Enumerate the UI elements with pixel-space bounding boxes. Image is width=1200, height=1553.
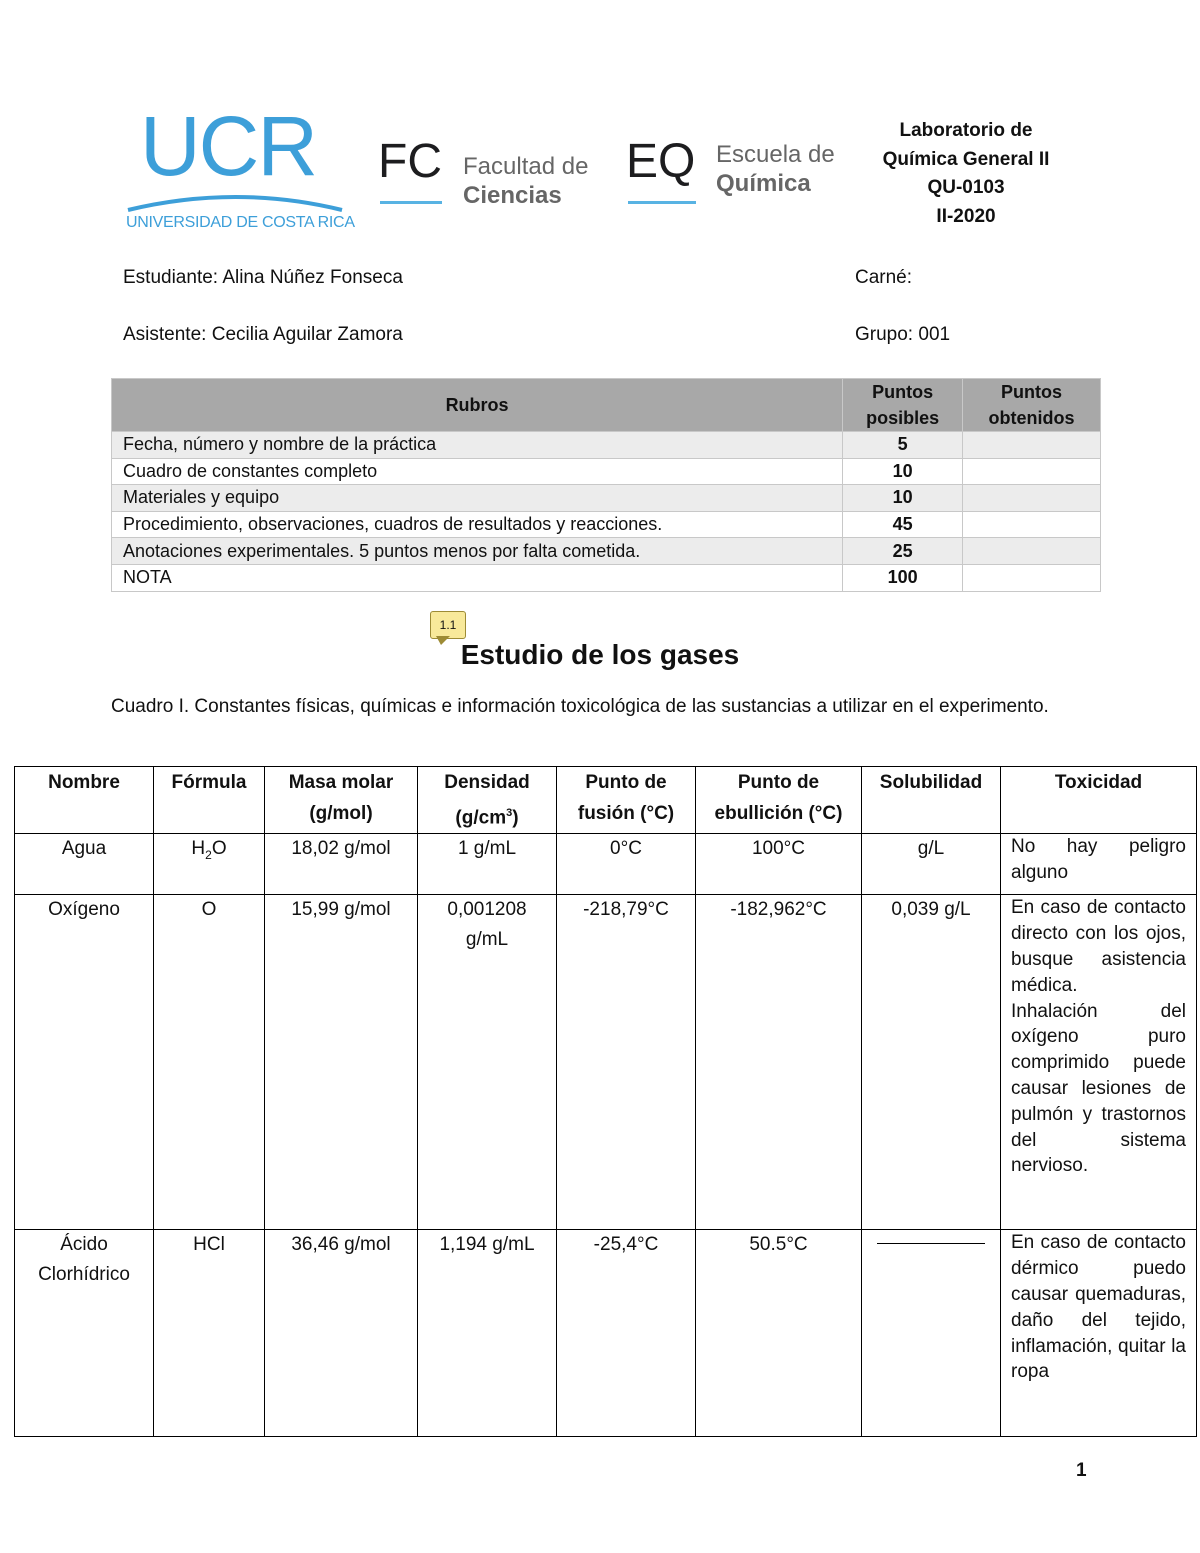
header-solubilidad: Solubilidad — [862, 767, 1001, 834]
header-masa-1: Masa molar — [288, 772, 394, 793]
header-masa-2: (g/mol) — [309, 803, 373, 824]
header-masa — [265, 767, 418, 834]
header-densidad-1: Densidad — [444, 772, 530, 793]
rubric-table — [111, 378, 1101, 592]
rubric-row — [112, 538, 1101, 565]
rubric-header-obtained-2: obtenidos — [988, 408, 1075, 428]
student-name: Alina Núñez Fonseca — [222, 267, 403, 288]
cell-fusion: -218,79°C — [557, 895, 696, 1230]
rubric-obtained-cell[interactable] — [963, 458, 1101, 485]
cell-toxicidad: No hay peligro alguno — [1001, 834, 1197, 895]
rubric-obtained-cell[interactable] — [963, 432, 1101, 459]
rubric-row — [112, 458, 1101, 485]
table-caption: Cuadro I. Constantes físicas, químicas e información toxicológica de las sustancias a utilizar en el experimento. — [111, 696, 1049, 717]
rubric-header-possible-2: posibles — [866, 408, 940, 428]
cell-solubilidad: g/L — [862, 834, 1001, 895]
term: II-2020 — [936, 205, 996, 227]
rubric-points: 5 — [843, 432, 963, 459]
table-header-row — [15, 767, 1197, 834]
rubric-obtained-cell[interactable] — [963, 564, 1101, 591]
rubric-points: 10 — [843, 485, 963, 512]
eq-logo-line1: Escuela de — [716, 141, 835, 168]
rubric-item: Procedimiento, observaciones, cuadros de resultados y reacciones. — [112, 511, 843, 538]
fc-logo-underline — [380, 201, 442, 204]
cell-fusion: 0°C — [557, 834, 696, 895]
rubric-row-total — [112, 564, 1101, 591]
rubric-item: Anotaciones experimentales. 5 puntos menos por falta cometida. — [112, 538, 843, 565]
comment-icon[interactable]: 1.1 — [430, 611, 466, 639]
assistant-line — [123, 324, 403, 346]
cell-formula: O — [154, 895, 265, 1230]
group-label: Grupo: — [855, 324, 914, 345]
rubric-item: Materiales y equipo — [112, 485, 843, 512]
eq-logo-underline — [628, 201, 696, 204]
table-row-agua — [15, 834, 1197, 895]
group-value: 001 — [918, 324, 951, 345]
header-nombre: Nombre — [15, 767, 154, 834]
header-fusion-1: Punto de — [585, 772, 667, 793]
ucr-logo-text: UCR — [140, 99, 316, 193]
rubric-points: 25 — [843, 538, 963, 565]
cell-formula — [154, 834, 265, 895]
table-row-hcl — [15, 1230, 1197, 1437]
rubric-row — [112, 432, 1101, 459]
ucr-logo-name: UNIVERSIDAD DE COSTA RICA — [126, 214, 355, 231]
formula-h: H — [191, 838, 206, 860]
cell-nombre-2: Clorhídrico — [38, 1264, 130, 1286]
id-line — [855, 267, 912, 289]
rubric-obtained-cell[interactable] — [963, 511, 1101, 538]
rubric-obtained-cell[interactable] — [963, 538, 1101, 565]
header-toxicidad: Toxicidad — [1001, 767, 1197, 834]
cell-formula: HCl — [154, 1230, 265, 1437]
header-densidad-unit: (g/cm — [455, 807, 507, 829]
rubric-row — [112, 511, 1101, 538]
student-line — [123, 267, 403, 289]
dash-line — [877, 1243, 985, 1244]
cell-toxicidad — [1001, 895, 1197, 1230]
rubric-item: Cuadro de constantes completo — [112, 458, 843, 485]
assistant-label: Asistente: — [123, 324, 207, 345]
rubric-item: Fecha, número y nombre de la práctica — [112, 432, 843, 459]
cell-masa: 15,99 g/mol — [265, 895, 418, 1230]
course-code: QU-0103 — [927, 177, 1005, 198]
group-line — [855, 324, 950, 346]
constants-table — [14, 766, 1197, 1437]
header-fusion-2: fusión (°C) — [577, 803, 675, 824]
header-densidad-sup: 3 — [506, 807, 513, 819]
rubric-row — [112, 485, 1101, 512]
cell-toxicidad-1: En caso de contacto directo con los ojos, busque asistencia médica. — [1011, 897, 1186, 996]
rubric-header-rubros: Rubros — [112, 379, 843, 432]
rubric-points: 10 — [843, 458, 963, 485]
cell-ebullicion: 50.5°C — [696, 1230, 862, 1437]
rubric-header-row — [112, 379, 1101, 432]
cell-densidad: 1 g/mL — [418, 834, 557, 895]
header-densidad-close: ) — [512, 807, 519, 829]
header-ebullicion-1: Punto de — [737, 772, 820, 793]
table-row-oxigeno — [15, 895, 1197, 1230]
cell-densidad: 1,194 g/mL — [418, 1230, 557, 1437]
id-label: Carné: — [855, 267, 913, 288]
fc-logo-text — [463, 152, 588, 210]
rubric-item: NOTA — [112, 564, 843, 591]
page-title: Estudio de los gases — [460, 639, 740, 670]
lab-title-line1: Laboratorio de — [899, 120, 1033, 141]
rubric-points: 45 — [843, 511, 963, 538]
cell-nombre-1: Ácido — [60, 1234, 108, 1256]
formula-o: O — [211, 838, 227, 860]
student-label: Estudiante: — [123, 267, 219, 288]
rubric-header-obtained-1: Puntos — [1001, 382, 1063, 402]
cell-densidad-2: g/mL — [465, 929, 509, 951]
rubric-header-possible — [843, 379, 963, 432]
eq-logo-abbr: EQ — [626, 135, 696, 188]
lab-title-line2: Química General II — [882, 148, 1050, 170]
fc-logo-abbr: FC — [378, 135, 442, 188]
lab-info — [860, 117, 1072, 231]
formula-sub: 2 — [205, 848, 212, 863]
header-densidad — [418, 767, 557, 834]
eq-logo-text — [716, 140, 835, 198]
ucr-logo-arc — [126, 182, 346, 216]
cell-nombre: Agua — [15, 834, 154, 895]
cell-toxicidad: En caso de contacto dérmico puedo causar quemaduras, daño del tejido, inflamación, quitar la ropa — [1001, 1230, 1197, 1437]
cell-toxicidad-2: Inhalación del oxígeno puro comprimido puede causar lesiones de pulmón y trastornos del sistema nervioso. — [1011, 1000, 1186, 1177]
rubric-header-possible-1: Puntos — [872, 382, 934, 402]
rubric-header-obtained — [963, 379, 1101, 432]
cell-solubilidad: 0,039 g/L — [862, 895, 1001, 1230]
rubric-obtained-cell[interactable] — [963, 485, 1101, 512]
rubric-points: 100 — [843, 564, 963, 591]
cell-densidad — [418, 895, 557, 1230]
header-formula: Fórmula — [154, 767, 265, 834]
fc-logo-line2: Ciencias — [463, 182, 562, 209]
cell-solubilidad — [862, 1230, 1001, 1437]
cell-densidad-1: 0,001208 — [447, 899, 527, 921]
cell-ebullicion: 100°C — [696, 834, 862, 895]
cell-nombre: Oxígeno — [15, 895, 154, 1230]
assistant-name: Cecilia Aguilar Zamora — [211, 324, 403, 345]
cell-nombre — [15, 1230, 154, 1437]
header-ebullicion-2: ebullición (°C) — [714, 803, 843, 824]
header-densidad-2 — [422, 798, 552, 833]
fc-logo-line1: Facultad de — [463, 153, 589, 180]
cell-fusion: -25,4°C — [557, 1230, 696, 1437]
cell-ebullicion: -182,962°C — [696, 895, 862, 1230]
header-ebullicion — [696, 767, 862, 834]
cell-masa: 18,02 g/mol — [265, 834, 418, 895]
header-fusion — [557, 767, 696, 834]
page-number: 1 — [1076, 1460, 1087, 1481]
cell-masa: 36,46 g/mol — [265, 1230, 418, 1437]
eq-logo-line2: Química — [716, 170, 811, 197]
